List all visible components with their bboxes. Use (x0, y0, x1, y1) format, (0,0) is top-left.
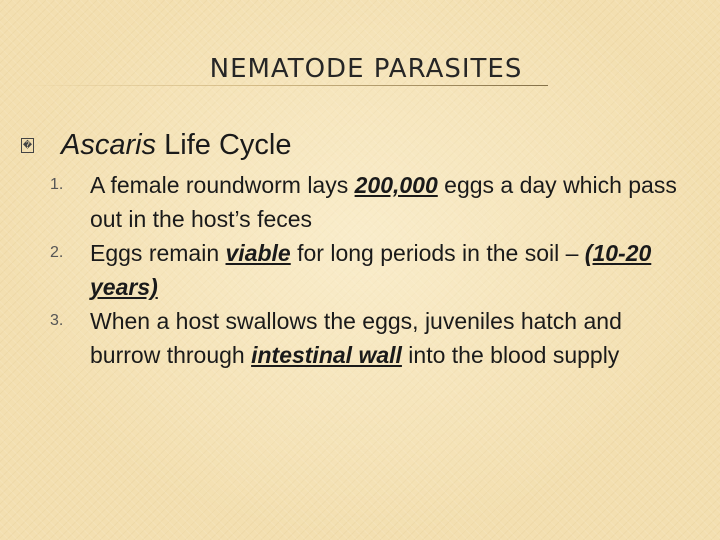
heading-rest: Life Cycle (156, 129, 292, 161)
list-item (50, 168, 690, 236)
title-underline (15, 85, 548, 86)
step-text: eggs a day which pass out in the host’s feces (90, 172, 677, 232)
list-number: 3. (50, 312, 64, 329)
list-number: 1. (50, 176, 64, 193)
section-heading (61, 127, 291, 163)
bullet-glyph-icon: � (21, 138, 34, 153)
emphasis-viable: viable (225, 240, 291, 266)
life-cycle-steps (50, 168, 690, 372)
list-item (50, 236, 690, 304)
step-text: for long periods in the soil – (290, 240, 585, 266)
slide-title: NEMATODE PARASITES (209, 54, 523, 84)
step-text: A female roundworm lays (90, 172, 355, 198)
emphasis-egg-count: 200,000 (354, 172, 438, 198)
step-text: When a host swallows the eggs, juveniles hatch and burrow through (90, 308, 622, 368)
list-item (50, 304, 690, 372)
list-number: 2. (50, 244, 64, 261)
heading-italic-ascaris: Ascaris (61, 129, 157, 161)
emphasis-intestinal-wall: intestinal wall (251, 342, 402, 368)
step-text: into the blood supply (401, 342, 620, 368)
emphasis-years: (10-20 years) (90, 240, 652, 300)
step-text: Eggs remain (90, 240, 226, 266)
